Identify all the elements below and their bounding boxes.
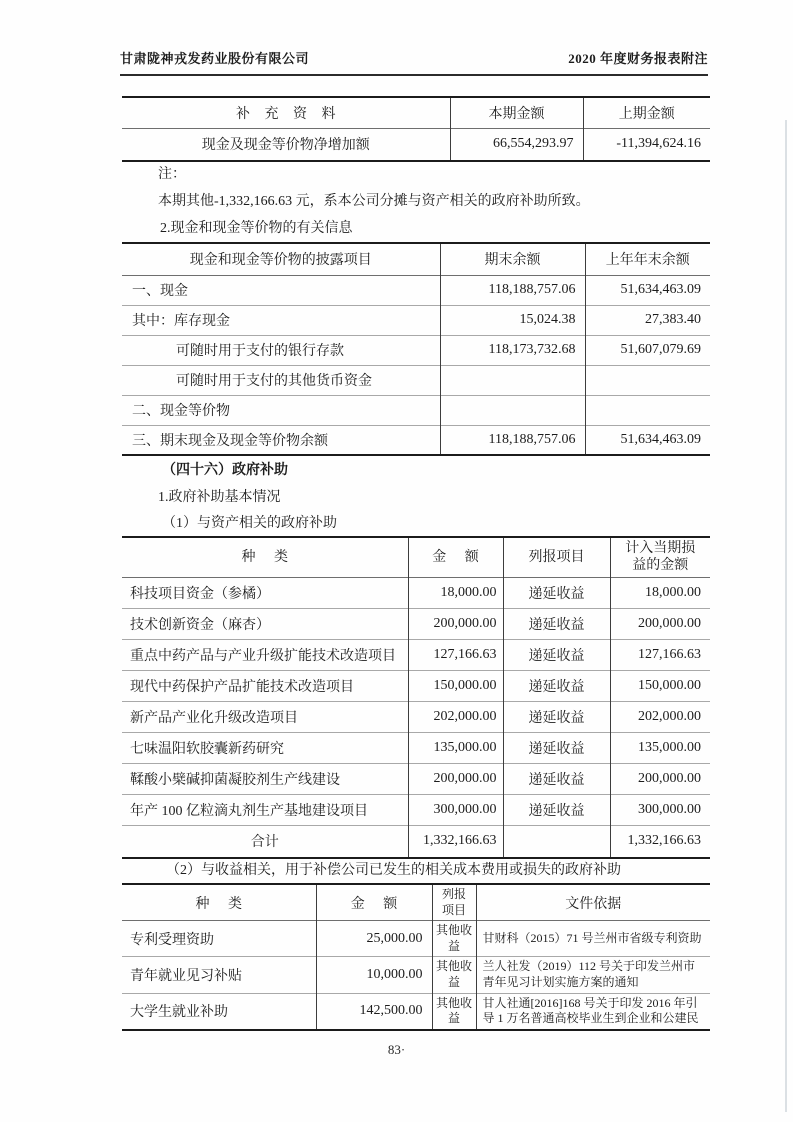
cell-presentation: 其他收益	[432, 921, 476, 957]
section-46-item1-1: （1）与资产相关的政府补助	[162, 516, 337, 531]
column-header-type: 种 类	[195, 896, 242, 912]
cell-item: 现金及现金等价物净增加额	[201, 138, 370, 154]
cell-amount: 142,500.00	[316, 993, 432, 1030]
cell-presentation: 其他收益	[432, 993, 476, 1030]
cell-ending-balance: 118,173,732.68	[440, 335, 585, 365]
scan-edge-artifact	[785, 120, 787, 1112]
cell-amount: 18,000.00	[408, 577, 503, 608]
cell-ending-balance	[440, 395, 585, 425]
table-row	[122, 395, 710, 425]
cell-prior-amount: -11,394,624.16	[583, 128, 710, 161]
cell-presentation: 递延收益	[503, 608, 610, 639]
cell-amount: 127,166.63	[408, 639, 503, 670]
cell-presentation: 递延收益	[503, 763, 610, 794]
table-row	[122, 365, 710, 395]
cell-document-basis: 甘财科（2015）71 号兰州市省级专利资助	[476, 921, 710, 957]
cell-presentation: 递延收益	[503, 577, 610, 608]
section-46-title: （四十六）政府补助	[162, 463, 288, 478]
cell-type: 年产 100 亿粒滴丸剂生产基地建设项目	[130, 803, 368, 819]
column-header-disclosure-item: 现金和现金等价物的披露项目	[189, 253, 372, 269]
cell-presentation: 其他收益	[432, 957, 476, 993]
cell-prior-balance: 27,383.40	[585, 305, 710, 335]
table-row	[122, 993, 710, 1030]
cell-prior-balance	[585, 365, 710, 395]
page-header	[120, 48, 708, 76]
cell-type: 技术创新资金（麻杏）	[130, 617, 270, 633]
cell-amount: 200,000.00	[408, 763, 503, 794]
subsection-cash-info: 2.现金和现金等价物的有关信息	[160, 221, 353, 236]
cell-pl-amount: 300,000.00	[610, 794, 710, 825]
table-row	[122, 957, 710, 993]
cell-amount: 25,000.00	[316, 921, 432, 957]
table-header-row	[122, 97, 710, 128]
table-row	[122, 921, 710, 957]
column-header-type: 种 类	[241, 549, 288, 565]
income-grants-table	[122, 883, 710, 1031]
cell-pl-amount: 127,166.63	[610, 639, 710, 670]
table-row	[122, 577, 710, 608]
cell-pl-amount: 150,000.00	[610, 670, 710, 701]
asset-grants-table	[122, 536, 710, 859]
cell-type: 鞣酸小檗碱抑菌凝胶剂生产线建设	[130, 772, 340, 788]
cell-total-label: 合计	[250, 835, 279, 851]
table-row	[122, 670, 710, 701]
column-header-amount: 金 额	[316, 884, 432, 921]
table-row	[122, 275, 710, 305]
column-header-current-amount: 本期金额	[450, 97, 583, 128]
table-row	[122, 763, 710, 794]
cell-type: 现代中药保护产品扩能技术改造项目	[130, 679, 354, 695]
cell-prior-balance: 51,634,463.09	[585, 275, 710, 305]
cash-equivalents-table	[122, 242, 710, 456]
table-row	[122, 639, 710, 670]
cell-ending-balance: 15,024.38	[440, 305, 585, 335]
cell-type: 专利受理资助	[130, 932, 214, 948]
cell-total-pl-amount: 1,332,166.63	[610, 825, 710, 858]
table-row	[122, 608, 710, 639]
page-number: 83·	[387, 1042, 406, 1057]
cell-pl-amount: 202,000.00	[610, 701, 710, 732]
column-header-ending-balance: 期末余额	[440, 243, 585, 275]
column-header-prior-year-balance: 上年年末余额	[585, 243, 710, 275]
table-header-row	[122, 884, 710, 921]
note-label: 注：	[158, 167, 186, 182]
cell-pl-amount: 200,000.00	[610, 608, 710, 639]
column-header-presentation: 列报项目	[432, 884, 476, 921]
cell-presentation: 递延收益	[503, 639, 610, 670]
cell-presentation: 递延收益	[503, 732, 610, 763]
cell-item: 二、现金等价物	[132, 404, 230, 419]
cell-amount: 300,000.00	[408, 794, 503, 825]
table-row	[122, 305, 710, 335]
cell-pl-amount: 18,000.00	[610, 577, 710, 608]
cell-type: 青年就业见习补贴	[130, 968, 242, 984]
cell-type: 七味温阳软胶囊新药研究	[130, 741, 284, 757]
cell-prior-balance	[585, 395, 710, 425]
table-row	[122, 425, 710, 455]
cell-pl-amount: 135,000.00	[610, 732, 710, 763]
table-row	[122, 128, 710, 161]
table-row	[122, 732, 710, 763]
column-header-pl-amount: 计入当期损益的金额	[610, 537, 710, 577]
supplementary-table	[122, 96, 710, 162]
cell-document-basis: 甘人社通[2016]168 号关于印发 2016 年引导 1 万名普通高校毕业生到企业和公建民	[476, 993, 710, 1030]
cell-type: 新产品产业化升级改造项目	[130, 710, 298, 726]
cell-total-amount: 1,332,166.63	[408, 825, 503, 858]
cell-item: 三、期末现金及现金等价物余额	[132, 433, 328, 449]
column-header-supplement: 补 充 资 料	[236, 106, 336, 122]
cell-item: 一、现金	[132, 284, 188, 299]
cell-ending-balance: 118,188,757.06	[440, 425, 585, 455]
cell-amount: 10,000.00	[316, 957, 432, 993]
cell-ending-balance: 118,188,757.06	[440, 275, 585, 305]
note-text: 本期其他-1,332,166.63 元，系本公司分摊与资产相关的政府补助所致。	[158, 194, 590, 209]
table-header-row	[122, 537, 710, 577]
cell-type: 科技项目资金（参橘）	[130, 586, 270, 602]
section-46-item1-2: （2）与收益相关，用于补偿公司已发生的相关成本费用或损失的政府补助	[166, 863, 621, 878]
table-total-row	[122, 825, 710, 858]
cell-type: 重点中药产品与产业升级扩能技术改造项目	[130, 648, 396, 664]
cell-current-amount: 66,554,293.97	[450, 128, 583, 161]
table-row	[122, 701, 710, 732]
report-title: 2020 年度财务报表附注	[568, 51, 708, 66]
cell-amount: 200,000.00	[408, 608, 503, 639]
cell-amount: 150,000.00	[408, 670, 503, 701]
cell-item: 可随时用于支付的其他货币资金	[176, 374, 372, 389]
table-header-row	[122, 243, 710, 275]
cell-amount: 135,000.00	[408, 732, 503, 763]
company-name: 甘肃陇神戎发药业股份有限公司	[120, 51, 310, 66]
table-row	[122, 794, 710, 825]
cell-total-presentation	[503, 825, 610, 858]
cell-document-basis: 兰人社发（2019）112 号关于印发兰州市青年见习计划实施方案的通知	[476, 957, 710, 993]
cell-ending-balance	[440, 365, 585, 395]
cell-presentation: 递延收益	[503, 701, 610, 732]
cell-prior-balance: 51,607,079.69	[585, 335, 710, 365]
cell-presentation: 递延收益	[503, 670, 610, 701]
column-header-document-basis: 文件依据	[476, 884, 710, 921]
cell-pl-amount: 200,000.00	[610, 763, 710, 794]
table-row	[122, 335, 710, 365]
cell-prior-balance: 51,634,463.09	[585, 425, 710, 455]
column-header-amount: 金 额	[408, 537, 503, 577]
column-header-presentation: 列报项目	[503, 537, 610, 577]
section-46-item1: 1.政府补助基本情况	[158, 490, 281, 505]
cell-item: 可随时用于支付的银行存款	[176, 344, 344, 359]
column-header-prior-amount: 上期金额	[583, 97, 710, 128]
cell-presentation: 递延收益	[503, 794, 610, 825]
cell-item: 其中：库存现金	[132, 314, 230, 329]
cell-type: 大学生就业补助	[130, 1005, 228, 1021]
cell-amount: 202,000.00	[408, 701, 503, 732]
